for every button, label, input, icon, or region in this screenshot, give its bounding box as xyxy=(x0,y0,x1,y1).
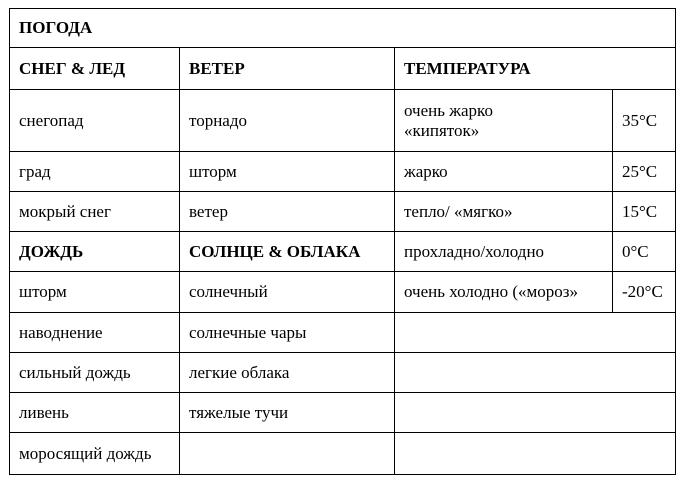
rain-item: ливень xyxy=(10,393,180,433)
header-sun-clouds: СОЛНЦЕ & ОБЛАКА xyxy=(180,232,395,272)
temperature-label-line: очень жарко xyxy=(404,100,493,120)
temperature-label: жарко xyxy=(395,152,613,192)
snow-item: град xyxy=(10,152,180,192)
weather-table xyxy=(9,8,676,475)
wind-item: ветер xyxy=(180,192,395,232)
empty-cell xyxy=(395,313,676,353)
rain-item: сильный дождь xyxy=(10,353,180,393)
temperature-value: 35°C xyxy=(613,90,676,152)
table-title: ПОГОДА xyxy=(10,9,676,48)
sun-item: солнечный xyxy=(180,272,395,313)
temperature-label: очень холодно («мороз» xyxy=(395,272,613,313)
wind-item: шторм xyxy=(180,152,395,192)
rain-item: моросящий дождь xyxy=(10,433,180,475)
header-snow-ice: СНЕГ & ЛЕД xyxy=(10,48,180,90)
sun-item: тяжелые тучи xyxy=(180,393,395,433)
header-rain: ДОЖДЬ xyxy=(10,232,180,272)
snow-item: снегопад xyxy=(10,90,180,152)
header-temperature: ТЕМПЕРАТУРА xyxy=(395,48,676,90)
header-wind: ВЕТЕР xyxy=(180,48,395,90)
temperature-value: 0°C xyxy=(613,232,676,272)
snow-item: мокрый снег xyxy=(10,192,180,232)
rain-item: шторм xyxy=(10,272,180,313)
sun-item: легкие облака xyxy=(180,353,395,393)
temperature-label: тепло/ «мягко» xyxy=(395,192,613,232)
rain-item: наводнение xyxy=(10,313,180,353)
empty-cell xyxy=(395,433,676,475)
empty-cell xyxy=(180,433,395,475)
temperature-value: 25°C xyxy=(613,152,676,192)
temperature-value: 15°C xyxy=(613,192,676,232)
sun-item: солнечные чары xyxy=(180,313,395,353)
wind-item: торнадо xyxy=(180,90,395,152)
empty-cell xyxy=(395,393,676,433)
temperature-label-line: «кипяток» xyxy=(404,120,480,140)
empty-cell xyxy=(395,353,676,393)
temperature-value: -20°C xyxy=(613,272,676,313)
temperature-label: прохладно/холодно xyxy=(395,232,613,272)
temperature-label xyxy=(395,90,613,152)
